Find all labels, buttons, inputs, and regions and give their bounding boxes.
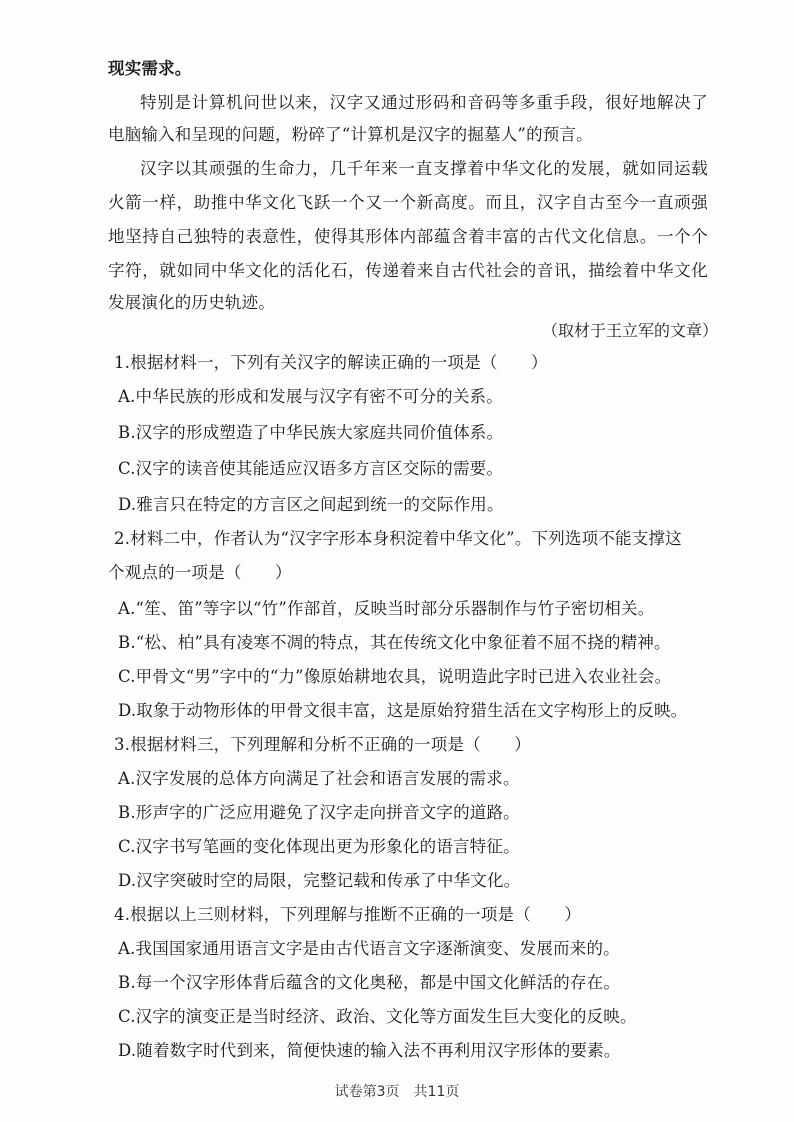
- question-1-option-c: C.汉字的读音使其能适应汉语多方言区交际的需要。: [118, 459, 504, 478]
- question-4-option-d: D.随着数字时代到来，简便快速的输入法不再利用汉字形体的要素。: [118, 1041, 621, 1060]
- passage-p1-line-1: 特别是计算机问世以来，汉字又通过形码和音码等多重手段，很好地解决了: [140, 93, 708, 112]
- passage-p2-line-4: 字符，就如同中华文化的活化石，传递着来自古代社会的音讯，描绘着中华文化: [108, 261, 708, 280]
- question-3-option-b: B.形声字的广泛应用避免了汉字走向拼音文字的道路。: [118, 803, 520, 822]
- question-4-stem: 4.根据以上三则材料，下列理解与推断不正确的一项是（ ）: [114, 905, 582, 924]
- passage-p2-line-5: 发展演化的历史轨迹。: [108, 293, 275, 312]
- question-4-option-b: B.每一个汉字形体背后蕴含的文化奥秘，都是中国文化鲜活的存在。: [118, 973, 621, 992]
- passage-source: （取材于王立军的文章）: [541, 321, 718, 340]
- question-2-option-d: D.取象于动物形体的甲骨文很丰富，这是原始狩猎生活在文字构形上的反映。: [118, 701, 688, 720]
- question-1-option-a: A.中华民族的形成和发展与汉字有密不可分的关系。: [118, 387, 503, 406]
- passage-p2-line-1: 汉字以其顽强的生命力，几千年来一直支撑着中华文化的发展，就如同运载: [140, 159, 708, 178]
- question-2-stem-line-1: 2.材料二中，作者认为“汉字字形本身积淀着中华文化”。下列选项不能支撑这: [114, 529, 682, 548]
- question-4-option-a: A.我国国家通用语言文字是由古代语言文字逐渐演变、发展而来的。: [118, 939, 620, 958]
- question-2-option-b: B.“松、柏”具有凌寒不凋的特点，其在传统文化中象征着不屈不挠的精神。: [118, 633, 671, 652]
- question-2-stem-line-2: 个观点的一项是（ ）: [108, 563, 292, 582]
- passage-p2-line-2: 火箭一样，助推中华文化飞跃一个又一个新高度。而且，汉字自古至今一直顽强: [108, 193, 708, 212]
- question-1-option-d: D.雅言只在特定的方言区之间起到统一的交际作用。: [118, 495, 504, 514]
- question-3-option-a: A.汉字发展的总体方向满足了社会和语言发展的需求。: [118, 769, 520, 788]
- question-1-option-b: B.汉字的形成塑造了中华民族大家庭共同价值体系。: [118, 423, 504, 442]
- question-1-stem: 1.根据材料一，下列有关汉字的解读正确的一项是（ ）: [114, 353, 548, 372]
- page-footer: 试卷第3页 共11页: [334, 1084, 460, 1100]
- question-3-option-c: C.汉字书写笔画的变化体现出更为形象化的语言特征。: [118, 837, 520, 856]
- passage-p2-line-3: 地坚持自己独特的表意性，使得其形体内部蕴含着丰富的古代文化信息。一个个: [108, 227, 708, 246]
- question-2-option-c: C.甲骨文“男”字中的“力”像原始耕地农具，说明造此字时已进入农业社会。: [118, 667, 672, 686]
- question-2-option-a: A.“笙、笛”等字以“竹”作部首，反映当时部分乐器制作与竹子密切相关。: [118, 599, 655, 618]
- question-3-option-d: D.汉字突破时空的局限，完整记载和传承了中华文化。: [118, 871, 521, 890]
- passage-p1-line-2: 电脑输入和呈现的问题，粉碎了“计算机是汉字的掘墓人”的预言。: [108, 125, 593, 144]
- passage-continuation-line: 现实需求。: [108, 59, 192, 78]
- question-3-stem: 3.根据材料三，下列理解和分析不正确的一项是（ ）: [114, 735, 531, 754]
- question-4-option-c: C.汉字的演变正是当时经济、政治、文化等方面发生巨大变化的反映。: [118, 1007, 637, 1026]
